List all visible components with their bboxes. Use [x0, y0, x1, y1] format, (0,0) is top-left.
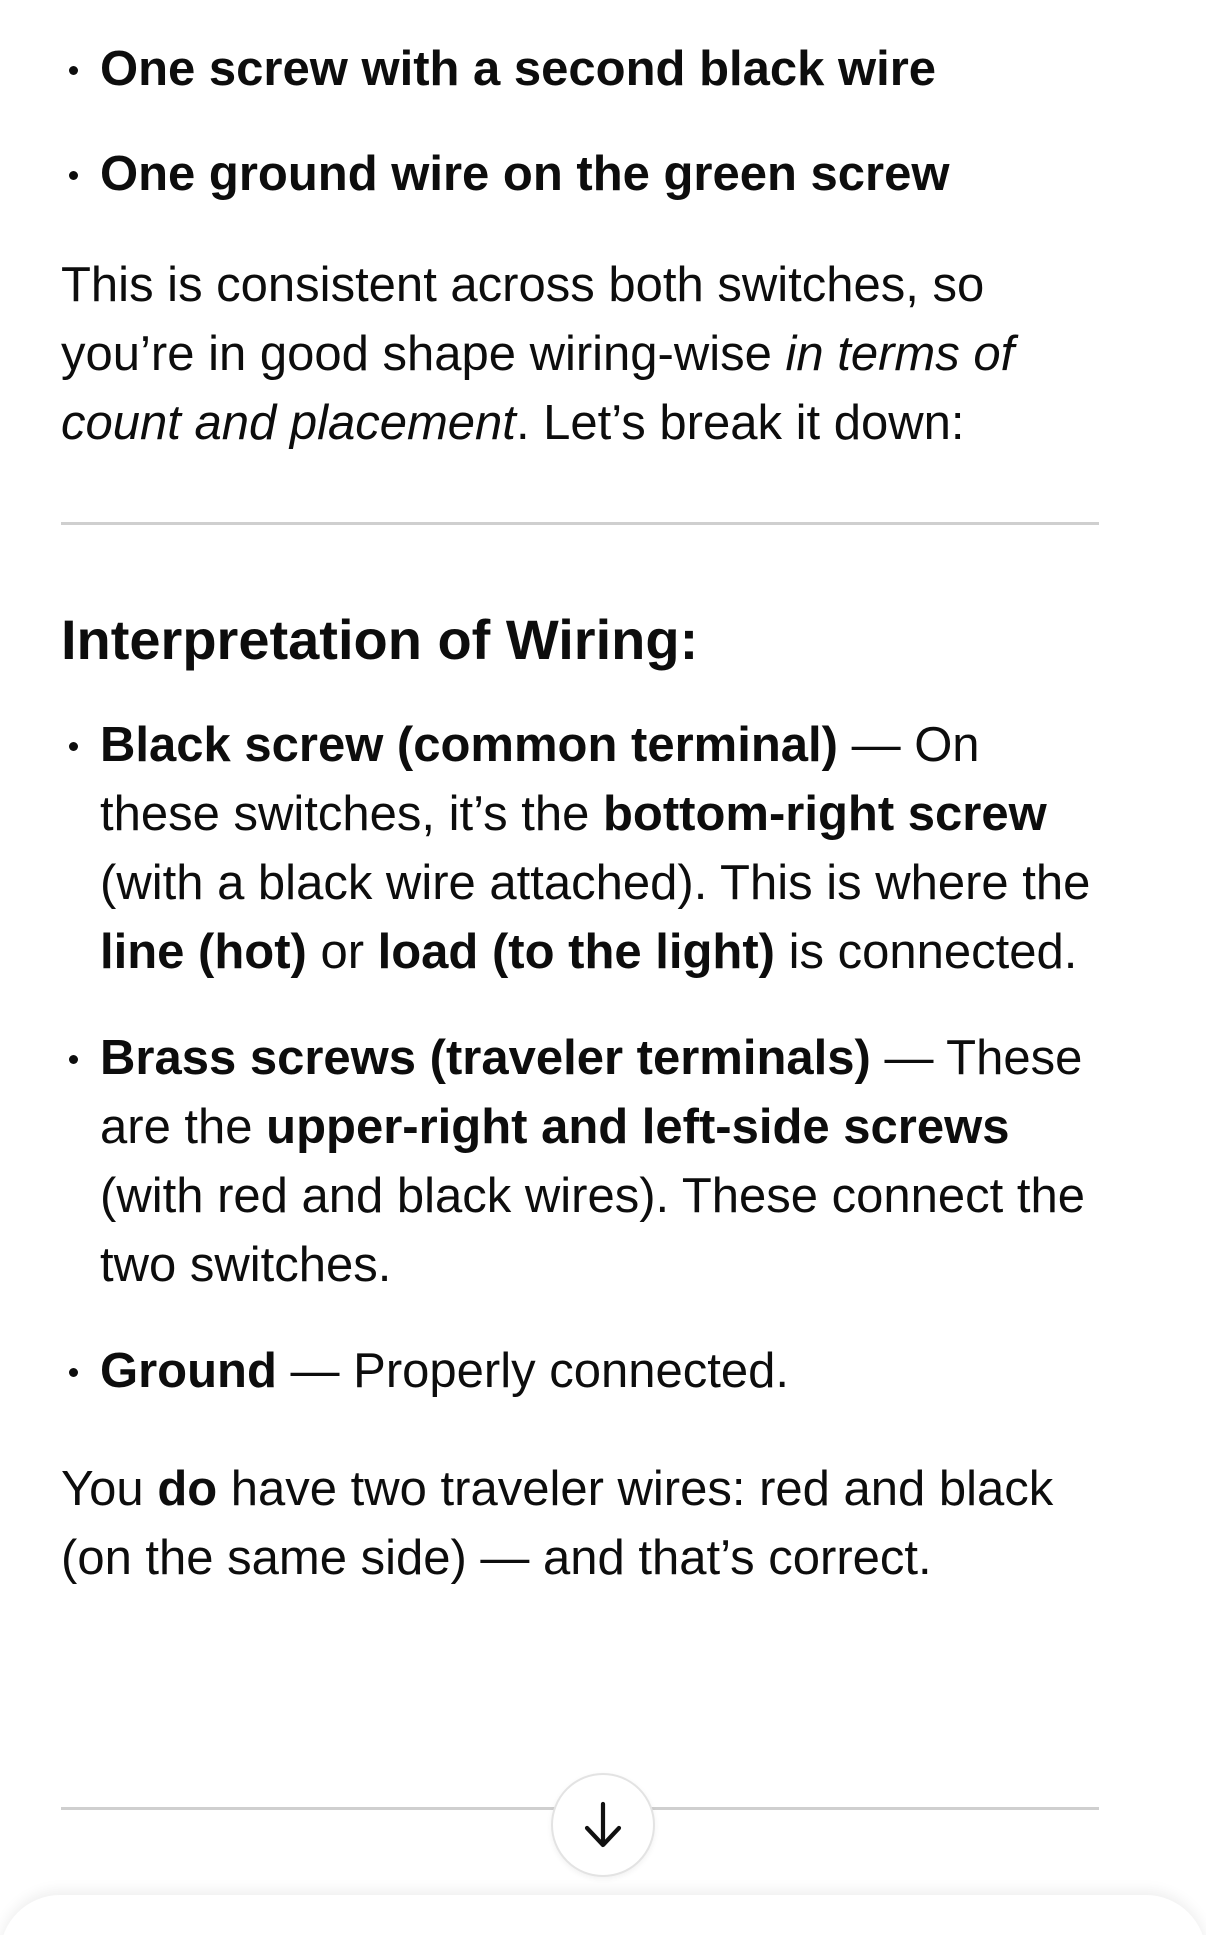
bold-text: line (hot) [100, 925, 307, 979]
text: have two traveler wires: red and black (on the same side) — and that’s correct. [61, 1462, 1054, 1585]
interpretation-list [61, 711, 1101, 1406]
arrow-down-icon [581, 1800, 625, 1850]
section-heading: Interpretation of Wiring: [61, 608, 699, 671]
closing-paragraph [61, 1455, 1101, 1593]
list-item: One screw with a second black wire [61, 35, 1101, 104]
text: (with a black wire attached). This is where the [100, 856, 1091, 910]
bold-text: upper-right and left-side screws [266, 1100, 1010, 1154]
text: is connected. [775, 925, 1078, 979]
scroll-to-bottom-button[interactable] [551, 1773, 655, 1877]
black-screw-label: Black screw (common terminal) [100, 718, 838, 772]
intro-paragraph [61, 251, 1101, 458]
intro-italic: in terms of count and placement [61, 327, 1015, 450]
composer-panel [0, 1895, 1206, 1935]
text: — Properly connected. [276, 1344, 789, 1398]
text: You [61, 1462, 158, 1516]
list-item-brass-screws [61, 1024, 1101, 1300]
text: — These are the [100, 1031, 1083, 1154]
intro-text: This is consistent across both switches, so you’re in good shape wiring-wise [61, 258, 985, 381]
message-content [61, 0, 1101, 1593]
ground-label: Ground [100, 1344, 277, 1398]
intro-text-end: . Let’s break it down: [515, 396, 965, 450]
text: or [306, 925, 378, 979]
list-item-ground [61, 1337, 1101, 1406]
text: (with red and black wires). These connect the two switches. [100, 1169, 1086, 1292]
top-bullet-list [61, 35, 1101, 209]
text: — On these switches, it’s the [100, 718, 980, 841]
divider [61, 522, 1099, 525]
bold-text: bottom-right screw [602, 787, 1047, 841]
list-item: One ground wire on the green screw [61, 140, 1101, 209]
list-item-black-screw [61, 711, 1101, 987]
bold-text: do [157, 1462, 218, 1516]
brass-screws-label: Brass screws (traveler terminals) [100, 1031, 871, 1085]
bold-text: load (to the light) [377, 925, 775, 979]
